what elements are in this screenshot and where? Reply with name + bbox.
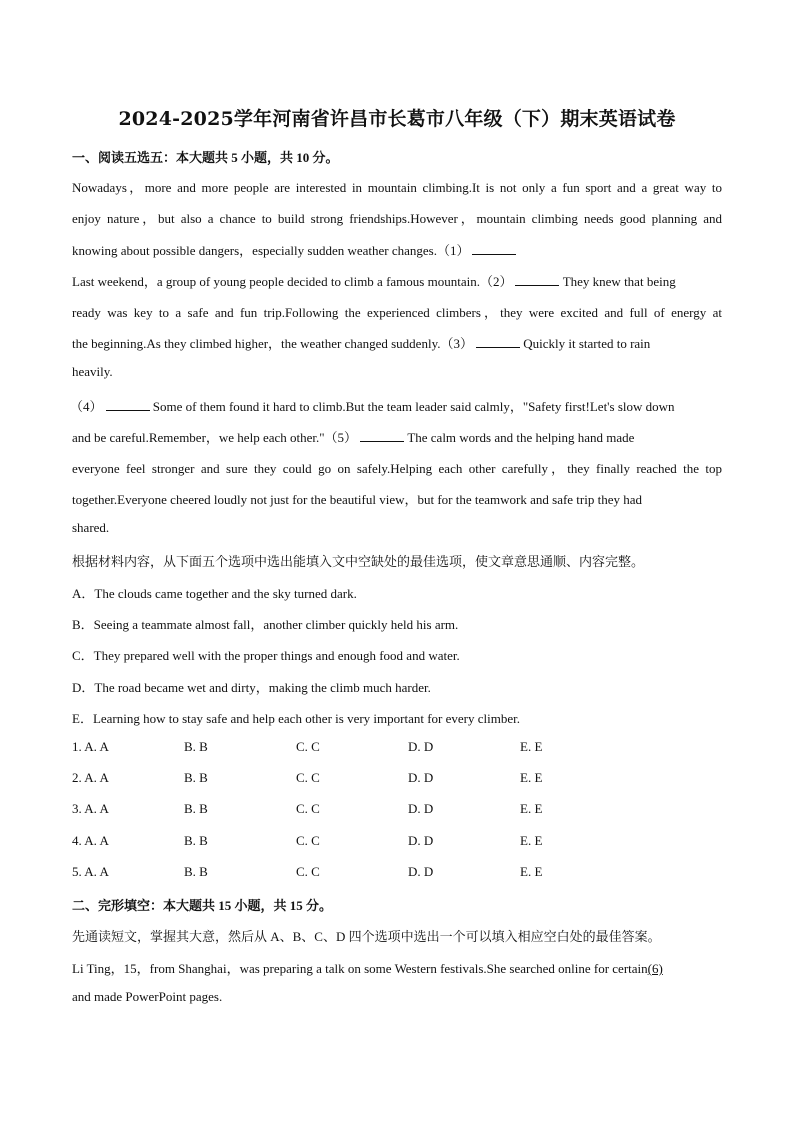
choice-d[interactable]: D. D xyxy=(408,833,434,848)
section2-heading: 二、完形填空：本大题共 15 小题，共 15 分。 xyxy=(72,898,333,913)
passage-line: shared. xyxy=(72,520,110,535)
blank-3 xyxy=(476,336,520,348)
passage-line: everyone feel stronger and sure they could go on safely.Helping each other carefully，they finally reached the top xyxy=(72,461,722,476)
choice-c[interactable]: C. C xyxy=(296,770,320,785)
choice-e[interactable]: E. E xyxy=(520,833,543,848)
passage-line: Nowadays，more and more people are interested in mountain climbing.It is not only a fun sport and a great way to xyxy=(72,180,722,195)
passage-line xyxy=(72,271,676,290)
passage-text: knowing about possible dangers，especially sudden weather changes.（1） xyxy=(72,243,470,258)
passage-line xyxy=(72,333,650,352)
passage-line: ready was key to a safe and fun trip.Following the experienced climbers，they were excited and full of energy at xyxy=(72,305,722,320)
choice-a[interactable]: 4. A. A xyxy=(72,833,109,848)
choice-b[interactable]: B. B xyxy=(184,801,208,816)
passage-text: The calm words and the helping hand made xyxy=(404,430,635,445)
passage-line xyxy=(70,396,675,415)
choice-e[interactable]: E. E xyxy=(520,770,543,785)
choice-a[interactable]: 5. A. A xyxy=(72,864,109,879)
option-a: A．The clouds came together and the sky turned dark. xyxy=(72,586,357,601)
blank-4 xyxy=(106,399,150,411)
blank-1 xyxy=(472,243,516,255)
passage-line: and made PowerPoint pages. xyxy=(72,989,223,1004)
option-d: D．The road became wet and dirty，making the climb much harder. xyxy=(72,680,431,695)
choice-e[interactable]: E. E xyxy=(520,739,543,754)
passage-line: heavily. xyxy=(72,364,113,379)
choice-e[interactable]: E. E xyxy=(520,864,543,879)
passage-text: Some of them found it hard to climb.But the team leader said calmly，"Safety first!Let's slow down xyxy=(149,399,675,414)
option-b: B．Seeing a teammate almost fall，another climber quickly held his arm. xyxy=(72,617,459,632)
choice-a[interactable]: 2. A. A xyxy=(72,770,109,785)
choice-b[interactable]: B. B xyxy=(184,739,208,754)
blank-2 xyxy=(515,274,559,286)
page-title: 2024-2025学年河南省许昌市长葛市八年级（下）期末英语试卷 xyxy=(118,108,676,130)
blank-6: (6) xyxy=(647,961,663,976)
choice-c[interactable]: C. C xyxy=(296,739,320,754)
choice-c[interactable]: C. C xyxy=(296,833,320,848)
passage-text: the beginning.As they climbed higher，the weather changed suddenly.（3） xyxy=(72,336,473,351)
passage-line xyxy=(72,958,663,977)
section2-instruction: 先通读短文，掌握其大意，然后从 A、B、C、D 四个选项中选出一个可以填入相应空白处的最佳答案。 xyxy=(72,929,661,944)
section1-instruction: 根据材料内容，从下面五个选项中选出能填入文中空缺处的最佳选项，使文章意思通顺、内容完整。 xyxy=(72,554,645,569)
blank-5 xyxy=(360,430,404,442)
passage-text: （4） xyxy=(70,399,103,414)
choice-b[interactable]: B. B xyxy=(184,770,208,785)
choice-b[interactable]: B. B xyxy=(184,833,208,848)
choice-d[interactable]: D. D xyxy=(408,864,434,879)
choice-e[interactable]: E. E xyxy=(520,801,543,816)
choice-a[interactable]: 3. A. A xyxy=(72,801,109,816)
passage-line xyxy=(72,240,516,259)
passage-text: They knew that being xyxy=(559,274,676,289)
section1-heading: 一、阅读五选五：本大题共 5 小题，共 10 分。 xyxy=(72,150,339,165)
passage-text: Last weekend，a group of young people decided to climb a famous mountain.（2） xyxy=(72,274,513,289)
passage-line: enjoy nature，but also a chance to build strong friendships.However，mountain climbing needs good planning and xyxy=(72,211,722,226)
passage-line: together.Everyone cheered loudly not just for the beautiful view，but for the teamwork and safe trip they had xyxy=(72,492,643,507)
option-c: C．They prepared well with the proper things and enough food and water. xyxy=(72,648,460,663)
option-e: E．Learning how to stay safe and help each other is very important for every climber. xyxy=(72,711,520,726)
passage-text: and be careful.Remember，we help each other."（5） xyxy=(72,430,358,445)
passage-line xyxy=(72,427,634,446)
choice-d[interactable]: D. D xyxy=(408,770,434,785)
passage-text: Quickly it started to rain xyxy=(519,336,651,351)
choice-a[interactable]: 1. A. A xyxy=(72,739,109,754)
choice-b[interactable]: B. B xyxy=(184,864,208,879)
choice-d[interactable]: D. D xyxy=(408,739,434,754)
choice-c[interactable]: C. C xyxy=(296,864,320,879)
passage-text: Li Ting，15，from Shanghai，was preparing a talk on some Western festivals.She searched online for certain xyxy=(72,961,648,976)
choice-d[interactable]: D. D xyxy=(408,801,434,816)
choice-c[interactable]: C. C xyxy=(296,801,320,816)
